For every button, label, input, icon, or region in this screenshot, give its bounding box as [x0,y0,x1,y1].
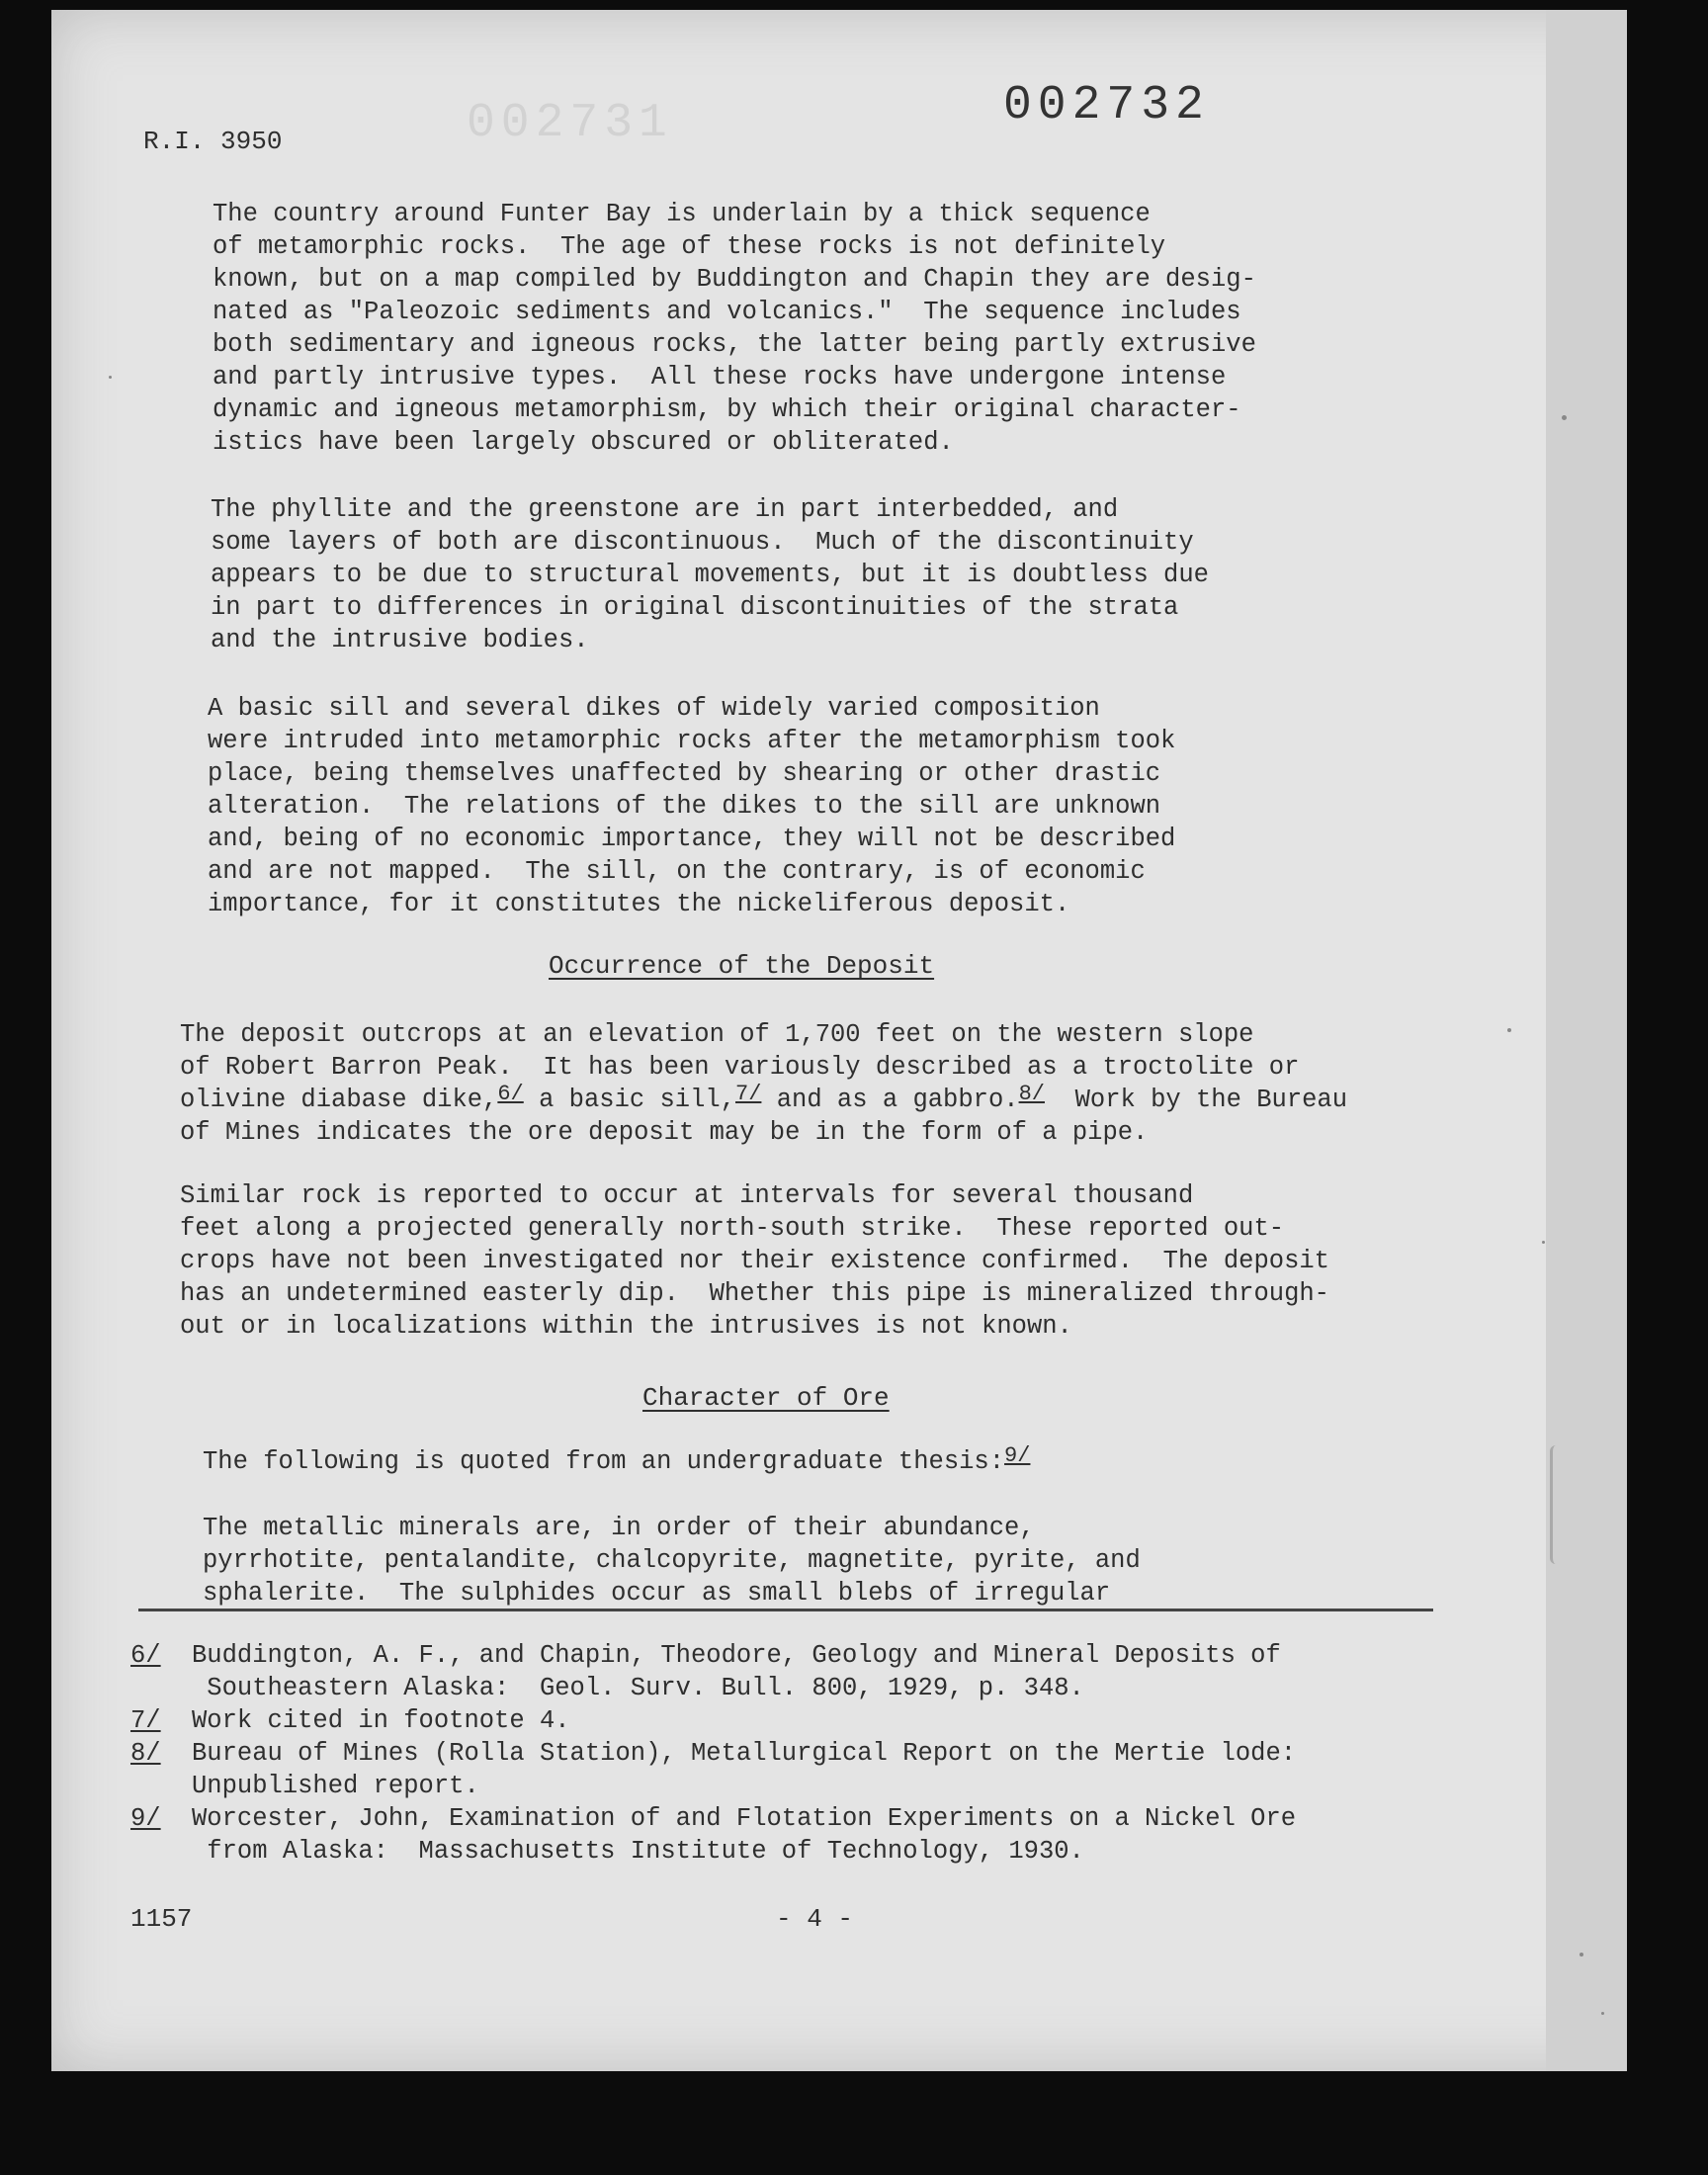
footnote-7 [130,1704,1296,1737]
deposit-line-3c: and as a gabbro. [761,1086,1019,1114]
quote-intro-text: The following is quoted from an undergraduate thesis: [203,1447,1005,1476]
footnote-9 [130,1802,1296,1868]
quote-intro [203,1445,1030,1478]
deposit-line-3a: olivine diabase dike, [180,1086,498,1114]
report-id: R.I. 3950 [143,127,283,156]
page-edge-shadow [1546,10,1627,2071]
scan-speck [1562,415,1567,420]
footnote-number: 8/ [130,1739,161,1768]
heading-character-of-ore: Character of Ore [642,1383,890,1413]
footnote-number: 7/ [130,1706,161,1735]
footnote-number: 6/ [130,1641,161,1670]
paragraph-sill: A basic sill and several dikes of widely varied composition were intruded into metamorphic rocks after the metamorphism took place, being themselves unaffected by shearing or other drastic alteration. The relations of the dikes to the sill are unknown and, being of no economic importance, they will not be described and are not mapped. The sill, on the contrary, is of economic importance, for it constitutes the nickeliferous deposit. [208,694,1176,918]
paragraph-similar-rock: Similar rock is reported to occur at intervals for several thousand feet along a projected generally north-south strike. These reported out- crops have not been investigated nor their existence confirmed. The deposit has an undetermined easterly dip. Whether this pipe is mineralized through- out or in localizations within the intrusives is not known. [180,1181,1329,1341]
heading-occurrence: Occurrence of the Deposit [549,951,935,981]
deposit-line-3d: Work by the Bureau [1044,1086,1348,1114]
quoted-thesis: The metallic minerals are, in order of their abundance, pyrrhotite, pentalandite, chalcopyrite, magnetite, pyrite, and sphalerite. The sulphides occur as small blebs of irregular [203,1514,1141,1608]
footnote-text: Work cited in footnote 4. [192,1706,570,1735]
deposit-line-3b: a basic sill, [523,1086,736,1114]
footnote-divider [138,1609,1433,1611]
footnote-text: Bureau of Mines (Rolla Station), Metallurgical Report on the Mertie lode: Unpublished report. [192,1739,1297,1800]
document-number: 002732 [1003,79,1210,132]
faint-doc-number-stamp: 002731 [467,97,673,150]
footnote-text: Buddington, A. F., and Chapin, Theodore, Geology and Mineral Deposits of Southeastern Alaska: Geol. Surv. Bull. 800, 1929, p. 348. [192,1641,1281,1702]
footnotes [130,1639,1296,1868]
footnote-6 [130,1639,1296,1704]
footnote-text: Worcester, John, Examination of and Flotation Experiments on a Nickel Ore from Alaska: Massachusetts Institute of Technology, 1930. [192,1804,1297,1866]
scan-speck [1507,1028,1511,1032]
paragraph-phyllite: The phyllite and the greenstone are in part interbedded, and some layers of both are discontinuous. Much of the discontinuity appears to be due to structural movements, but it is doubtless due in part to differences in original discontinuities of the strata and the intrusive bodies. [211,495,1209,654]
paragraph-geology: The country around Funter Bay is underlain by a thick sequence of metamorphic rocks. The age of these rocks is not definitely known, but on a map compiled by Buddington and Chapin they are desig- nated as "Paleozoic sediments and volcanics." The sequence includes both sedimentary and igneous rocks, the latter being partly extrusive and partly intrusive types. All these rocks have undergone intense dynamic and igneous metamorphism, by which their original character- istics have been largely obscured or obliterated. [213,200,1256,457]
scan-speck [1601,2012,1604,2015]
footnote-8 [130,1737,1296,1802]
page-number: - 4 - [776,1904,854,1934]
footnote-ref-7: 7/ [735,1082,762,1106]
deposit-line-4: of Mines indicates the ore deposit may be in the form of a pipe. [180,1118,1149,1147]
footnote-ref-9: 9/ [1004,1443,1031,1468]
page-code: 1157 [130,1904,193,1934]
deposit-line-2: of Robert Barron Peak. It has been variously described as a troctolite or [180,1053,1300,1082]
paragraph-deposit-outcrop [180,1018,1347,1149]
scan-speck [1580,1953,1583,1957]
deposit-line-1: The deposit outcrops at an elevation of 1,700 feet on the western slope [180,1020,1254,1049]
scan-speck [109,376,112,379]
paper-clip-mark [1550,1445,1563,1564]
scan-speck [1542,1241,1545,1244]
footnote-ref-8: 8/ [1018,1082,1045,1106]
footnote-number: 9/ [130,1804,161,1833]
footnote-ref-6: 6/ [497,1082,524,1106]
